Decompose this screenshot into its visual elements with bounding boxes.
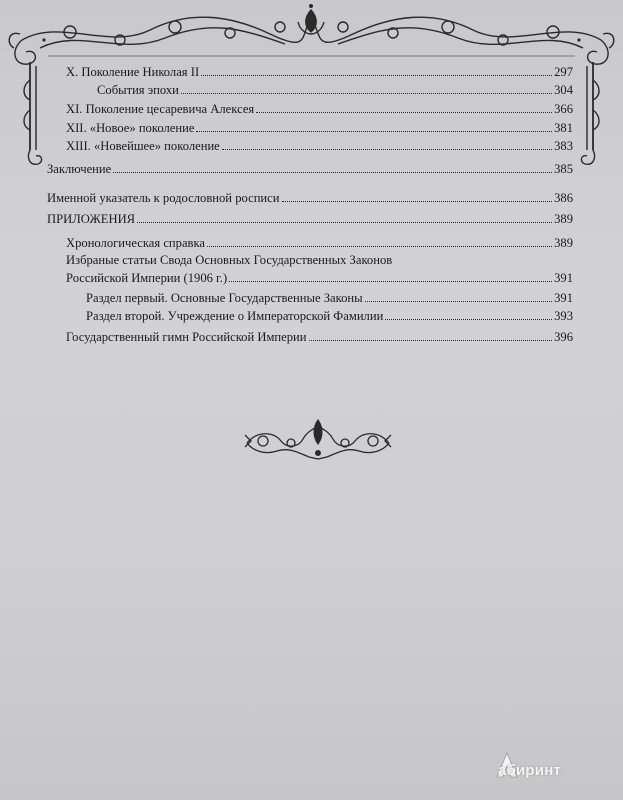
dot-leader	[309, 339, 553, 341]
toc-entry-title: Государственный гимн Российской Империи	[66, 330, 307, 344]
toc-entry-title: Хронологическая справка	[66, 236, 206, 250]
toc-entry-page: 389	[554, 212, 573, 226]
dot-leader	[385, 318, 552, 320]
toc-entry-selected-articles-line1: Избраные статьи Свода Основных Государственных Законов	[66, 253, 393, 267]
toc-entry-page: 396	[554, 330, 573, 344]
toc-entry-title: ПРИЛОЖЕНИЯ	[47, 212, 136, 226]
toc-entry-title: События эпохи	[97, 83, 179, 97]
toc-entry-page: 304	[554, 83, 573, 97]
toc-entry-generation-12	[66, 118, 573, 136]
toc-entry-page: 366	[554, 102, 573, 116]
toc-entry-name-index	[47, 188, 573, 206]
toc-entry-title: XIII. «Новейшее» поколение	[66, 139, 220, 153]
toc-entry-page: 297	[554, 65, 573, 79]
toc-entry-appendices	[47, 209, 573, 227]
dot-leader	[196, 130, 552, 132]
toc-entry-conclusion	[47, 159, 573, 177]
dot-leader	[229, 280, 552, 282]
dot-leader	[365, 300, 553, 302]
toc-entry-title: Раздел первый. Основные Государственные Законы	[86, 291, 363, 305]
toc-entry-title: XI. Поколение цесаревича Алексея	[66, 102, 255, 116]
toc-entry-selected-articles	[66, 268, 573, 286]
toc-entry-page: 385	[554, 162, 573, 176]
toc-entry-page: 383	[554, 139, 573, 153]
toc-entry-title: XII. «Новое» поколение	[66, 121, 195, 135]
toc-entry-page: 386	[554, 191, 573, 205]
dot-leader	[256, 111, 552, 113]
toc-entry-chronology	[66, 233, 573, 251]
toc-entry-era-events	[97, 80, 573, 98]
toc-entry-title: Именной указатель к родословной росписи	[47, 191, 280, 205]
toc-entry-section-2	[86, 306, 573, 324]
toc-entry-page: 393	[554, 309, 573, 323]
dot-leader	[181, 92, 552, 94]
center-ornament-icon	[243, 417, 393, 465]
toc-entry-generation-11	[66, 99, 573, 117]
toc-entry-section-1	[86, 288, 573, 306]
toc-entry-title: Заключение	[47, 162, 112, 176]
toc-entry-title: Российской Империи (1906 г.)	[66, 271, 228, 285]
toc-entry-title: X. Поколение Николая II	[66, 65, 200, 79]
toc-entry-page: 389	[554, 236, 573, 250]
dot-leader	[137, 221, 552, 223]
dot-leader	[201, 74, 552, 76]
toc-entry-title: Раздел второй. Учреждение о Императорской Фамилии	[86, 309, 384, 323]
dot-leader	[207, 245, 552, 247]
toc-entry-page: 381	[554, 121, 573, 135]
toc-entry-page: 391	[554, 291, 573, 305]
dot-leader	[113, 171, 552, 173]
toc-entry-anthem	[66, 327, 573, 345]
toc-entry-generation-10	[66, 62, 573, 80]
dot-leader	[222, 148, 552, 150]
toc-entry-page: 391	[554, 271, 573, 285]
toc-entry-generation-13	[66, 136, 573, 154]
watermark-text: абиринт	[498, 762, 562, 779]
dot-leader	[282, 200, 553, 202]
